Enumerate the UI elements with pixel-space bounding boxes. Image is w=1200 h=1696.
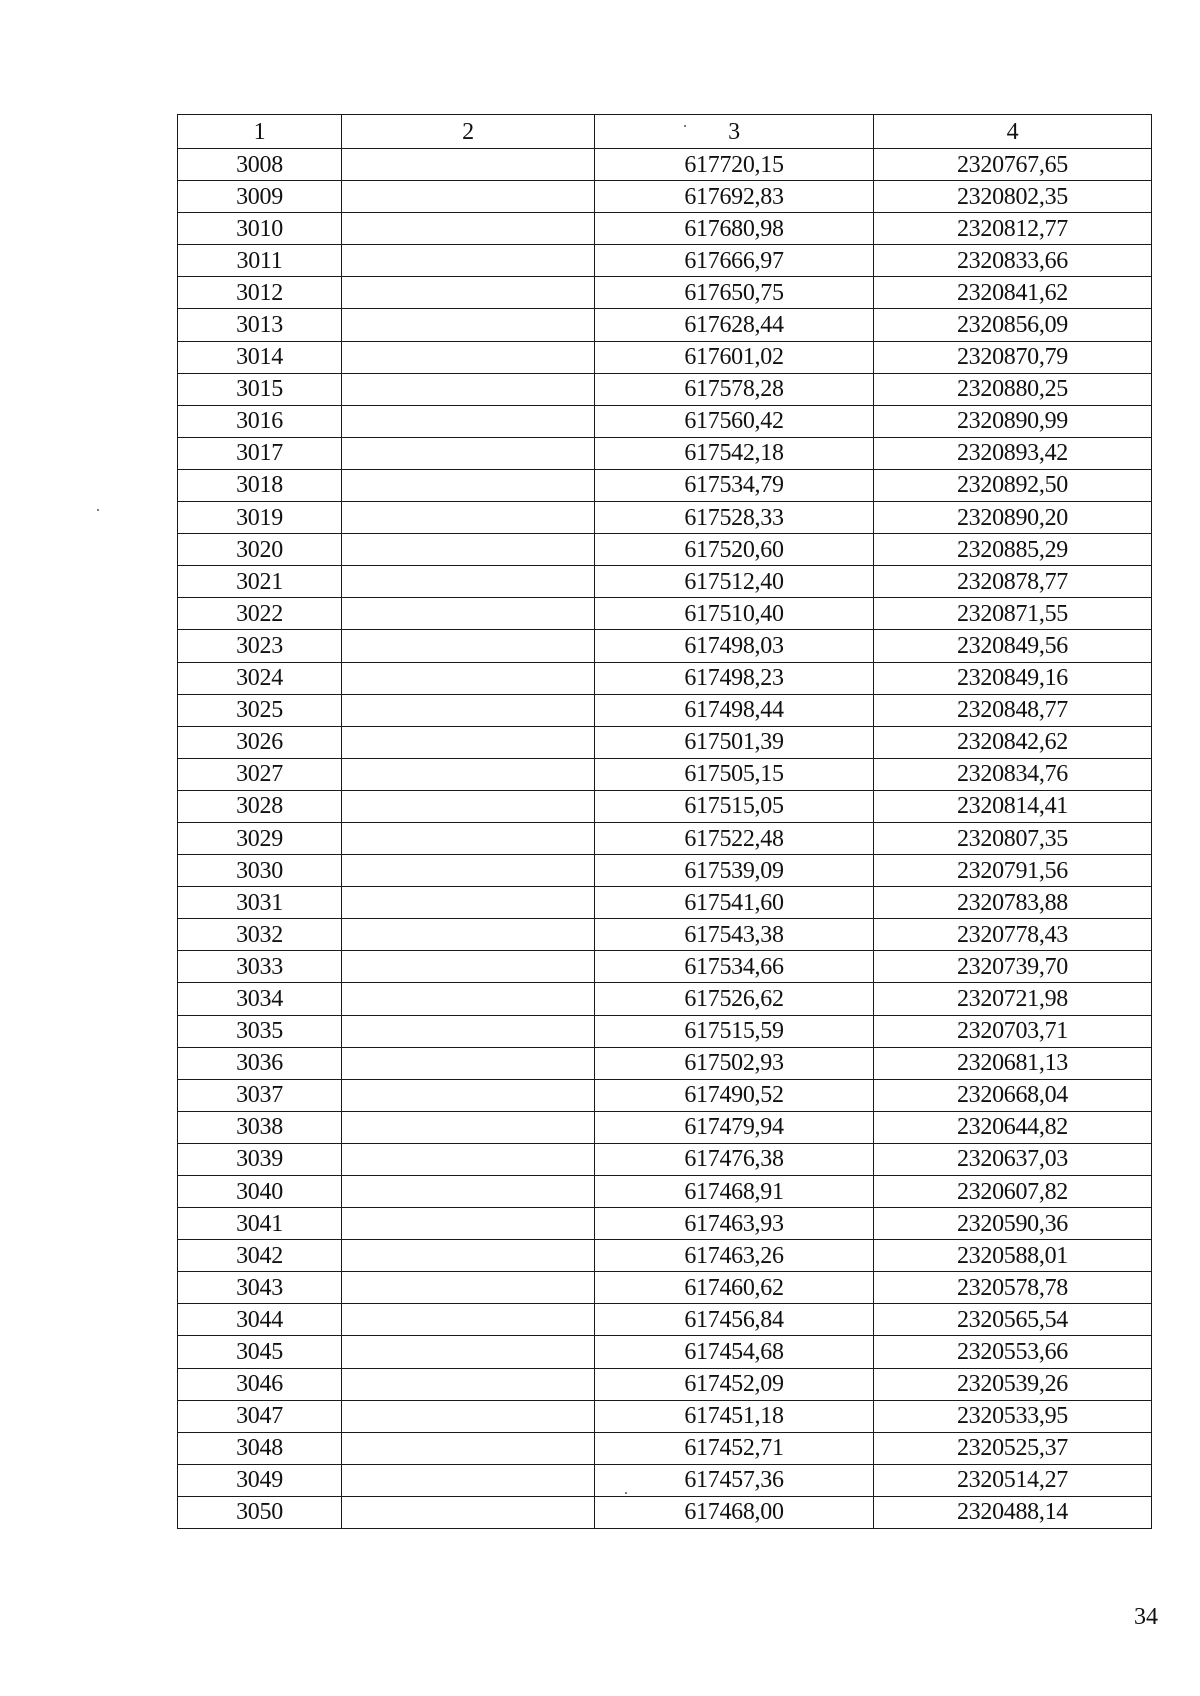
table-cell: 3010 [178, 213, 342, 245]
table-cell: 3029 [178, 822, 342, 854]
table-cell [342, 277, 595, 309]
table-cell [342, 1176, 595, 1208]
table-cell: 617522,48 [595, 822, 874, 854]
table-cell: 617720,15 [595, 149, 874, 181]
table-cell: 3035 [178, 1015, 342, 1047]
table-cell: 2320802,35 [874, 181, 1152, 213]
table-cell: 617650,75 [595, 277, 874, 309]
table-cell: 3027 [178, 758, 342, 790]
table-cell [342, 1208, 595, 1240]
table-cell [342, 694, 595, 726]
table-cell: 3049 [178, 1464, 342, 1496]
table-cell: 3011 [178, 245, 342, 277]
table-cell: 3047 [178, 1400, 342, 1432]
table-cell: 2320590,36 [874, 1208, 1152, 1240]
table-row [178, 437, 1152, 469]
table-row [178, 534, 1152, 566]
table-cell: 3031 [178, 887, 342, 919]
table-cell: 2320848,77 [874, 694, 1152, 726]
table-cell: 3048 [178, 1432, 342, 1464]
table-cell: 2320870,79 [874, 341, 1152, 373]
table-cell: 617512,40 [595, 566, 874, 598]
table-row [178, 1176, 1152, 1208]
table-cell [342, 1015, 595, 1047]
table-cell [342, 790, 595, 822]
table-cell: 617490,52 [595, 1079, 874, 1111]
table-cell [342, 469, 595, 501]
table-cell: 617501,39 [595, 726, 874, 758]
scan-speck [625, 1492, 627, 1494]
table-cell: 2320834,76 [874, 758, 1152, 790]
header-row [178, 115, 1152, 149]
table-cell: 2320783,88 [874, 887, 1152, 919]
table-cell [342, 1047, 595, 1079]
table-row [178, 790, 1152, 822]
scan-speck [97, 509, 99, 511]
table-row [178, 1047, 1152, 1079]
table-cell: 617534,66 [595, 951, 874, 983]
table-cell: 3017 [178, 437, 342, 469]
table-row [178, 1208, 1152, 1240]
table-cell: 2320539,26 [874, 1368, 1152, 1400]
table-cell: 2320767,65 [874, 149, 1152, 181]
table-cell [342, 1304, 595, 1336]
table-row [178, 277, 1152, 309]
table-cell: 2320890,20 [874, 502, 1152, 534]
table-cell: 2320578,78 [874, 1272, 1152, 1304]
table-row [178, 598, 1152, 630]
table-cell [342, 630, 595, 662]
table-cell: 3033 [178, 951, 342, 983]
table-header [178, 115, 1152, 149]
table-cell: 617498,44 [595, 694, 874, 726]
table-cell: 3046 [178, 1368, 342, 1400]
table-row [178, 1240, 1152, 1272]
table-cell [342, 373, 595, 405]
table-cell: 617454,68 [595, 1336, 874, 1368]
table-cell [342, 919, 595, 951]
table-cell: 617515,05 [595, 790, 874, 822]
column-header: 2 [342, 115, 595, 149]
table-row [178, 1111, 1152, 1143]
table-row [178, 213, 1152, 245]
table-cell: 3026 [178, 726, 342, 758]
table-cell: 2320791,56 [874, 855, 1152, 887]
table-cell: 2320721,98 [874, 983, 1152, 1015]
table-cell: 617539,09 [595, 855, 874, 887]
table-row [178, 630, 1152, 662]
table-cell: 3042 [178, 1240, 342, 1272]
table-cell: 3050 [178, 1496, 342, 1528]
table-cell [342, 341, 595, 373]
table-cell: 2320778,43 [874, 919, 1152, 951]
table-cell: 617456,84 [595, 1304, 874, 1336]
table-row [178, 726, 1152, 758]
table-cell: 3024 [178, 662, 342, 694]
table-row [178, 1272, 1152, 1304]
table-cell: 617628,44 [595, 309, 874, 341]
table-cell: 2320890,99 [874, 405, 1152, 437]
table-cell: 3016 [178, 405, 342, 437]
table-cell: 617560,42 [595, 405, 874, 437]
table-cell: 617510,40 [595, 598, 874, 630]
table-cell [342, 502, 595, 534]
table-cell: 3020 [178, 534, 342, 566]
table-row [178, 341, 1152, 373]
table-cell: 617468,00 [595, 1496, 874, 1528]
table-row [178, 502, 1152, 534]
table-cell: 617463,26 [595, 1240, 874, 1272]
table-cell: 3038 [178, 1111, 342, 1143]
table-cell [342, 758, 595, 790]
table-cell: 2320565,54 [874, 1304, 1152, 1336]
table-row [178, 662, 1152, 694]
column-header: 4 [874, 115, 1152, 149]
table-cell: 2320849,16 [874, 662, 1152, 694]
table-cell: 617515,59 [595, 1015, 874, 1047]
table-cell: 617460,62 [595, 1272, 874, 1304]
table-cell: 2320849,56 [874, 630, 1152, 662]
table-cell: 3036 [178, 1047, 342, 1079]
table-cell [342, 662, 595, 694]
table-cell: 2320637,03 [874, 1143, 1152, 1175]
table-row [178, 1143, 1152, 1175]
table-cell: 2320607,82 [874, 1176, 1152, 1208]
table-row [178, 149, 1152, 181]
table-cell: 3034 [178, 983, 342, 1015]
column-header: 3 [595, 115, 874, 149]
table-cell: 3021 [178, 566, 342, 598]
table-cell: 617680,98 [595, 213, 874, 245]
table-body [178, 149, 1152, 1529]
table-cell: 3030 [178, 855, 342, 887]
table-cell: 2320525,37 [874, 1432, 1152, 1464]
table-row [178, 1400, 1152, 1432]
table-cell: 617543,38 [595, 919, 874, 951]
table-row [178, 373, 1152, 405]
table-cell: 617692,83 [595, 181, 874, 213]
table-row [178, 1336, 1152, 1368]
table-cell [342, 149, 595, 181]
table-cell: 617534,79 [595, 469, 874, 501]
table-row [178, 405, 1152, 437]
table-row [178, 694, 1152, 726]
table-cell [342, 405, 595, 437]
table-cell: 3040 [178, 1176, 342, 1208]
table-cell: 2320842,62 [874, 726, 1152, 758]
table-cell [342, 951, 595, 983]
table-cell [342, 1272, 595, 1304]
table-cell: 617498,23 [595, 662, 874, 694]
table-cell: 3037 [178, 1079, 342, 1111]
table-row [178, 983, 1152, 1015]
table-cell: 617457,36 [595, 1464, 874, 1496]
table-cell [342, 1400, 595, 1432]
table-row [178, 758, 1152, 790]
table-cell: 2320893,42 [874, 437, 1152, 469]
table-cell: 2320807,35 [874, 822, 1152, 854]
table-cell: 617520,60 [595, 534, 874, 566]
table-cell: 2320553,66 [874, 1336, 1152, 1368]
table-cell: 3043 [178, 1272, 342, 1304]
table-cell: 617463,93 [595, 1208, 874, 1240]
table-cell: 617542,18 [595, 437, 874, 469]
table-cell: 2320841,62 [874, 277, 1152, 309]
table-cell: 617452,09 [595, 1368, 874, 1400]
table-cell: 2320885,29 [874, 534, 1152, 566]
table-cell: 2320739,70 [874, 951, 1152, 983]
table-cell: 617468,91 [595, 1176, 874, 1208]
table-cell: 2320833,66 [874, 245, 1152, 277]
table-cell: 3014 [178, 341, 342, 373]
table-cell: 3015 [178, 373, 342, 405]
table-cell [342, 726, 595, 758]
table-cell: 2320814,41 [874, 790, 1152, 822]
table-cell: 3041 [178, 1208, 342, 1240]
table-cell: 2320644,82 [874, 1111, 1152, 1143]
table-cell: 617479,94 [595, 1111, 874, 1143]
table-cell: 617541,60 [595, 887, 874, 919]
table-cell [342, 822, 595, 854]
table-cell [342, 245, 595, 277]
coordinates-table [177, 114, 1152, 1529]
table-cell: 2320812,77 [874, 213, 1152, 245]
table-cell: 2320878,77 [874, 566, 1152, 598]
table-cell: 2320668,04 [874, 1079, 1152, 1111]
table-cell [342, 1464, 595, 1496]
table-cell [342, 598, 595, 630]
table-cell: 617666,97 [595, 245, 874, 277]
table-cell: 617502,93 [595, 1047, 874, 1079]
table-cell: 617528,33 [595, 502, 874, 534]
table-row [178, 1079, 1152, 1111]
table-cell: 617452,71 [595, 1432, 874, 1464]
table-cell [342, 213, 595, 245]
table-cell [342, 1111, 595, 1143]
table-row [178, 181, 1152, 213]
table-cell: 617578,28 [595, 373, 874, 405]
table-cell: 617526,62 [595, 983, 874, 1015]
table-cell: 2320681,13 [874, 1047, 1152, 1079]
table-row [178, 1464, 1152, 1496]
table-cell: 2320871,55 [874, 598, 1152, 630]
table-row [178, 245, 1152, 277]
table-cell: 2320514,27 [874, 1464, 1152, 1496]
table-cell: 3039 [178, 1143, 342, 1175]
table-row [178, 1432, 1152, 1464]
table-cell [342, 309, 595, 341]
table-cell [342, 566, 595, 598]
table-cell: 2320533,95 [874, 1400, 1152, 1432]
table-row [178, 309, 1152, 341]
table-cell: 3032 [178, 919, 342, 951]
table-cell [342, 855, 595, 887]
table-cell: 3045 [178, 1336, 342, 1368]
table-cell [342, 437, 595, 469]
table-row [178, 855, 1152, 887]
table-cell: 617498,03 [595, 630, 874, 662]
table-cell: 3025 [178, 694, 342, 726]
table-cell: 3012 [178, 277, 342, 309]
table-cell: 617601,02 [595, 341, 874, 373]
table-cell: 3023 [178, 630, 342, 662]
table-row [178, 951, 1152, 983]
table-row [178, 919, 1152, 951]
table-cell [342, 1432, 595, 1464]
table-cell: 2320703,71 [874, 1015, 1152, 1047]
table-row [178, 566, 1152, 598]
table-cell [342, 534, 595, 566]
table-cell: 3044 [178, 1304, 342, 1336]
column-header: 1 [178, 115, 342, 149]
table-cell: 3013 [178, 309, 342, 341]
table-cell [342, 983, 595, 1015]
table-row [178, 887, 1152, 919]
page-number: 34 [1134, 1604, 1158, 1630]
table-row [178, 1496, 1152, 1528]
table-row [178, 822, 1152, 854]
table-row [178, 1304, 1152, 1336]
table-cell: 3008 [178, 149, 342, 181]
table-cell [342, 1368, 595, 1400]
table-cell [342, 181, 595, 213]
table-cell [342, 1143, 595, 1175]
table-cell: 3028 [178, 790, 342, 822]
table-cell: 2320588,01 [874, 1240, 1152, 1272]
table-cell: 2320892,50 [874, 469, 1152, 501]
table-cell: 3009 [178, 181, 342, 213]
table-row [178, 1015, 1152, 1047]
table-row [178, 469, 1152, 501]
table-cell: 3019 [178, 502, 342, 534]
table-cell [342, 1240, 595, 1272]
table-cell: 2320880,25 [874, 373, 1152, 405]
table-row [178, 1368, 1152, 1400]
table-cell: 617451,18 [595, 1400, 874, 1432]
table-cell [342, 1496, 595, 1528]
table-cell: 2320856,09 [874, 309, 1152, 341]
table-cell [342, 887, 595, 919]
table-cell: 3018 [178, 469, 342, 501]
table-cell [342, 1079, 595, 1111]
table-cell: 617505,15 [595, 758, 874, 790]
scan-speck [684, 125, 686, 127]
table-cell: 2320488,14 [874, 1496, 1152, 1528]
table-cell [342, 1336, 595, 1368]
table-cell: 3022 [178, 598, 342, 630]
table-cell: 617476,38 [595, 1143, 874, 1175]
